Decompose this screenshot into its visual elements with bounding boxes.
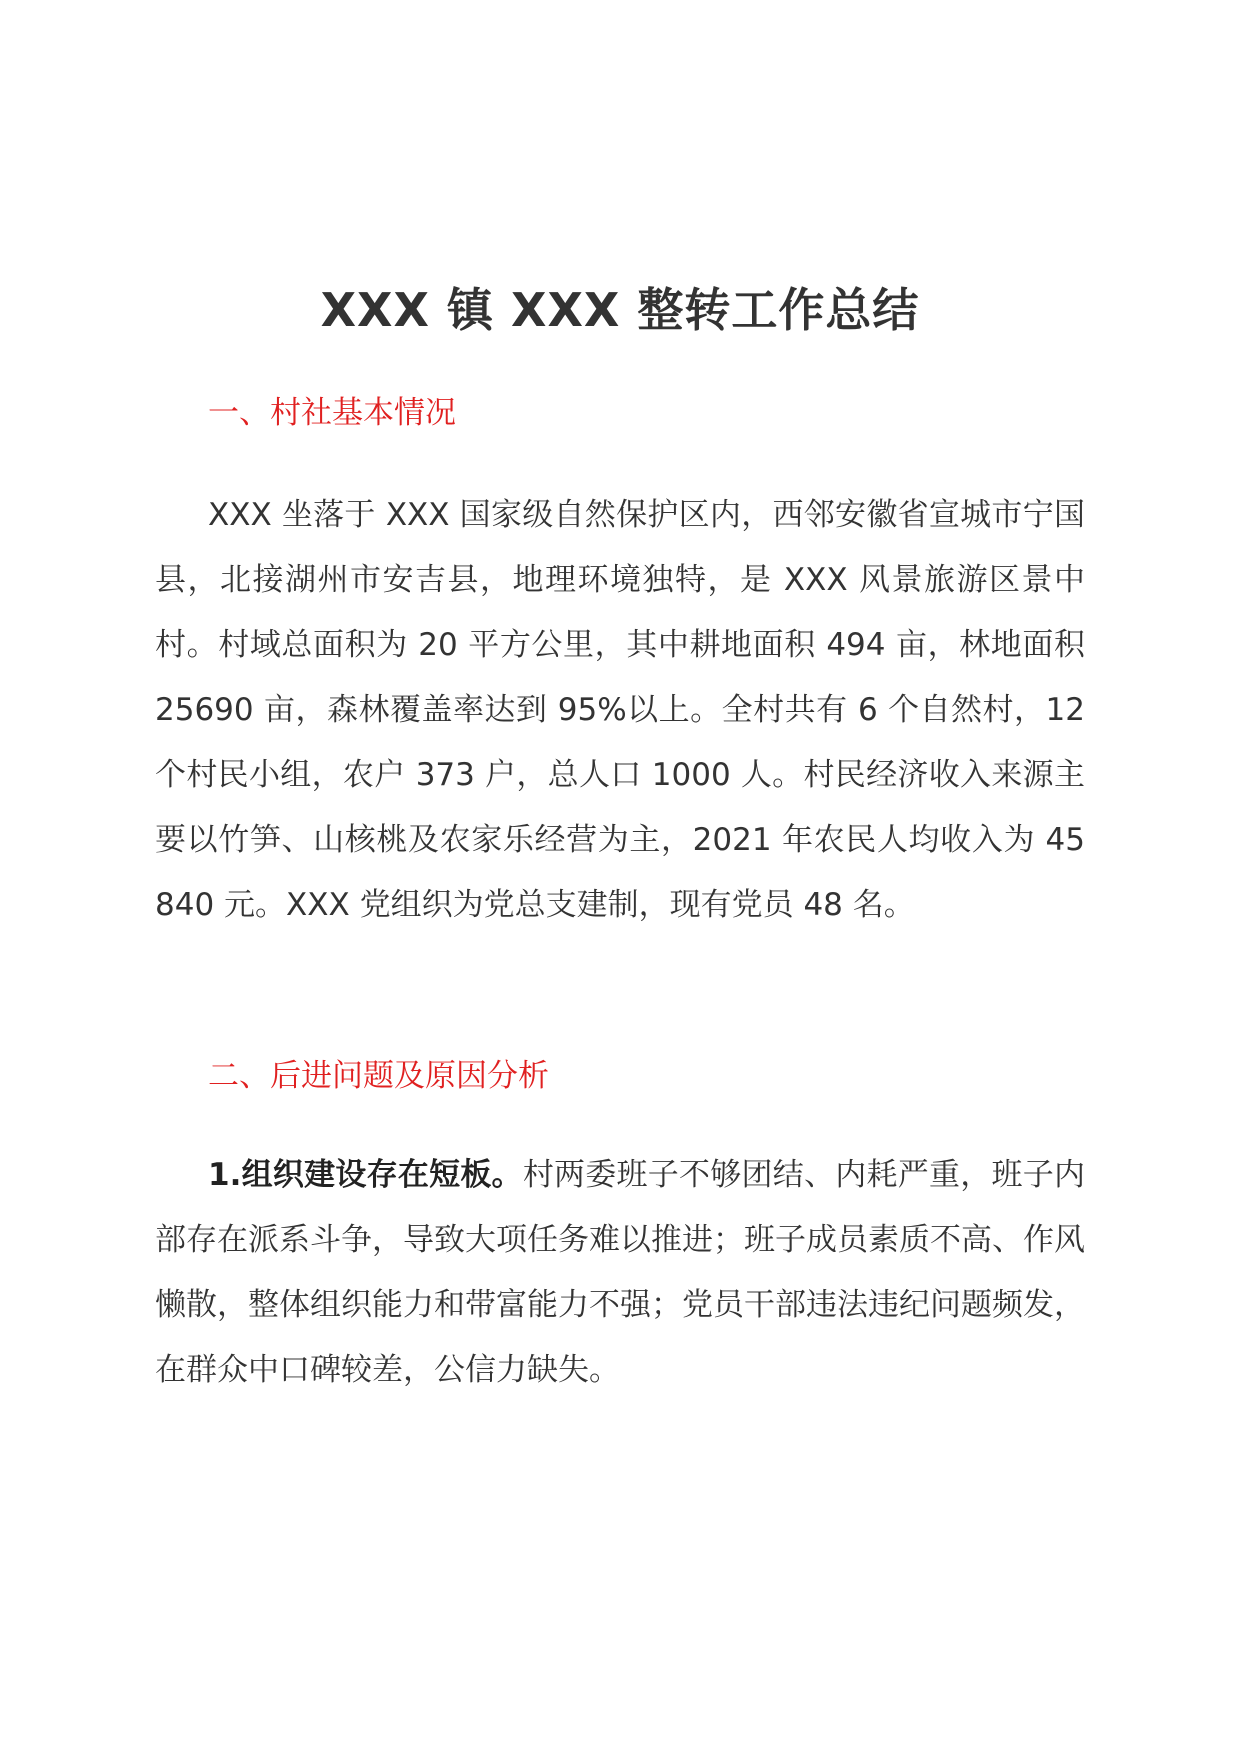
- item-lead-organization: 1.组织建设存在短板。: [208, 1157, 523, 1193]
- section-paragraph-organization: [155, 1143, 1085, 1403]
- section-heading-problem-analysis: 二、后进问题及原因分析: [208, 1058, 549, 1094]
- item-text-organization: 村两委班子不够团结、内耗严重，班子内部存在派系斗争，导致大项任务难以推进；班子成员素质不高、作风懒散，整体组织能力和带富能力不强；党员干部违法违纪问题频发，在群众中口碑较差，公信力缺失。: [155, 1157, 1085, 1388]
- section-heading-basic-info: 一、村社基本情况: [208, 395, 456, 431]
- section-paragraph-basic-info: XXX 坐落于 XXX 国家级自然保护区内，西邻安徽省宣城市宁国县，北接湖州市安吉县，地理环境独特，是 XXX 风景旅游区景中村。村域总面积为 20 平方公里，其中耕地面积 494 亩，林地面积 25690 亩，森林覆盖率达到 95%以上。全村共有 6 个自然村，12 个村民小组，农户 373 户，总人口 1000 人。村民经济收入来源主要以竹笋、山核桃及农家乐经营为主，2021 年农民人均收入为 45840 元。XXX 党组织为党总支建制，现有党员 48 名。: [155, 497, 1085, 923]
- document-title: XXX 镇 XXX 整转工作总结: [320, 283, 920, 337]
